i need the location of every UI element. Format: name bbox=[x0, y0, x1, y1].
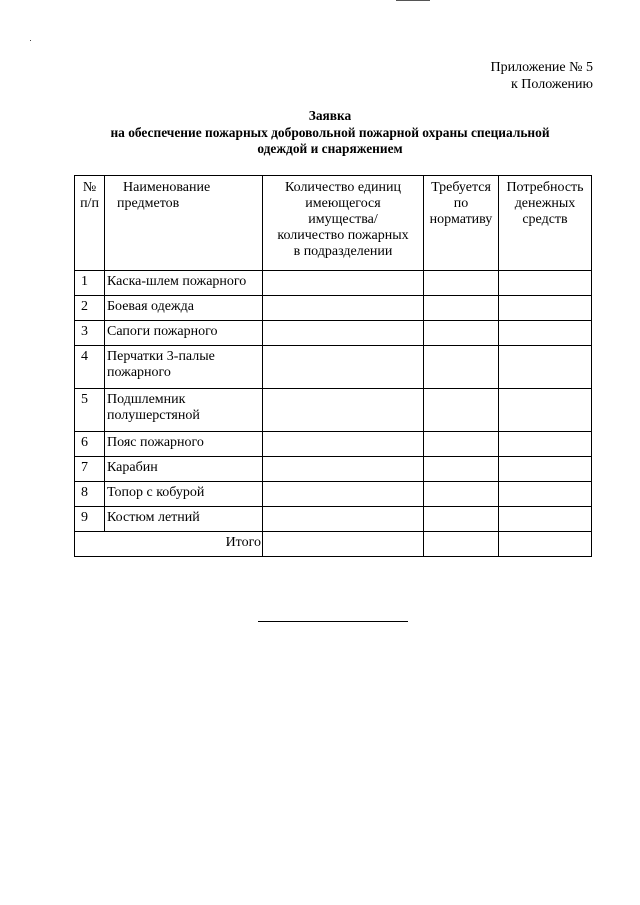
header-name: Наименование предметов bbox=[105, 176, 263, 271]
total-required-cell bbox=[424, 532, 499, 557]
row-number: 8 bbox=[75, 482, 105, 507]
required-cell bbox=[424, 271, 499, 296]
row-number: 6 bbox=[75, 432, 105, 457]
quantity-cell bbox=[263, 507, 424, 532]
table-row bbox=[75, 271, 592, 296]
total-row bbox=[75, 532, 592, 557]
row-number: 2 bbox=[75, 296, 105, 321]
row-number: 4 bbox=[75, 346, 105, 389]
funds-cell bbox=[499, 432, 592, 457]
funds-cell bbox=[499, 271, 592, 296]
table-row bbox=[75, 507, 592, 532]
row-number: 7 bbox=[75, 457, 105, 482]
required-cell bbox=[424, 296, 499, 321]
table-row bbox=[75, 346, 592, 389]
header-funds: Потребность денежных средств bbox=[499, 176, 592, 271]
table-header-row bbox=[75, 176, 592, 271]
row-number: 5 bbox=[75, 389, 105, 432]
row-number: 9 bbox=[75, 507, 105, 532]
item-name: Каска-шлем пожарного bbox=[105, 271, 263, 296]
funds-cell bbox=[499, 321, 592, 346]
table-row bbox=[75, 296, 592, 321]
required-cell bbox=[424, 321, 499, 346]
appendix-note bbox=[491, 59, 594, 93]
required-cell bbox=[424, 389, 499, 432]
row-number: 3 bbox=[75, 321, 105, 346]
funds-cell bbox=[499, 296, 592, 321]
quantity-cell bbox=[263, 296, 424, 321]
quantity-cell bbox=[263, 432, 424, 457]
funds-cell bbox=[499, 482, 592, 507]
item-name: Сапоги пожарного bbox=[105, 321, 263, 346]
request-table bbox=[74, 175, 592, 557]
quantity-cell bbox=[263, 457, 424, 482]
quantity-cell bbox=[263, 271, 424, 296]
appendix-number: Приложение № 5 bbox=[490, 60, 593, 75]
header-quantity: Количество единиц имеющегося имущества/ количество пожарных в подразделении bbox=[263, 176, 424, 271]
header-num: № п/п bbox=[75, 176, 105, 271]
scan-mark bbox=[30, 40, 31, 41]
required-cell bbox=[424, 457, 499, 482]
funds-cell bbox=[499, 507, 592, 532]
title-line-1: Заявка bbox=[308, 108, 352, 123]
item-name: Подшлемник полушерстяной bbox=[105, 389, 263, 432]
item-name: Карабин bbox=[105, 457, 263, 482]
funds-cell bbox=[499, 346, 592, 389]
required-cell bbox=[424, 346, 499, 389]
table-row bbox=[75, 432, 592, 457]
table-row bbox=[75, 457, 592, 482]
funds-cell bbox=[499, 389, 592, 432]
top-rule bbox=[396, 0, 430, 1]
closing-rule bbox=[258, 621, 408, 622]
item-name: Топор с кобурой bbox=[105, 482, 263, 507]
item-name: Костюм летний bbox=[105, 507, 263, 532]
required-cell bbox=[424, 482, 499, 507]
quantity-cell bbox=[263, 346, 424, 389]
funds-cell bbox=[499, 457, 592, 482]
item-name: Перчатки 3-палые пожарного bbox=[105, 346, 263, 389]
document-title bbox=[60, 108, 600, 158]
item-name: Пояс пожарного bbox=[105, 432, 263, 457]
header-required: Требуется по нормативу bbox=[424, 176, 499, 271]
table-row bbox=[75, 321, 592, 346]
appendix-reference: к Положению bbox=[510, 77, 593, 92]
quantity-cell bbox=[263, 389, 424, 432]
required-cell bbox=[424, 432, 499, 457]
row-number: 1 bbox=[75, 271, 105, 296]
title-line-3: одеждой и снаряжением bbox=[257, 141, 403, 156]
quantity-cell bbox=[263, 482, 424, 507]
total-funds-cell bbox=[499, 532, 592, 557]
item-name: Боевая одежда bbox=[105, 296, 263, 321]
quantity-cell bbox=[263, 321, 424, 346]
total-label: Итого bbox=[75, 532, 263, 557]
table-row bbox=[75, 482, 592, 507]
required-cell bbox=[424, 507, 499, 532]
total-quantity-cell bbox=[263, 532, 424, 557]
table-row bbox=[75, 389, 592, 432]
title-line-2: на обеспечение пожарных добровольной пожарной охраны специальной bbox=[110, 124, 550, 140]
